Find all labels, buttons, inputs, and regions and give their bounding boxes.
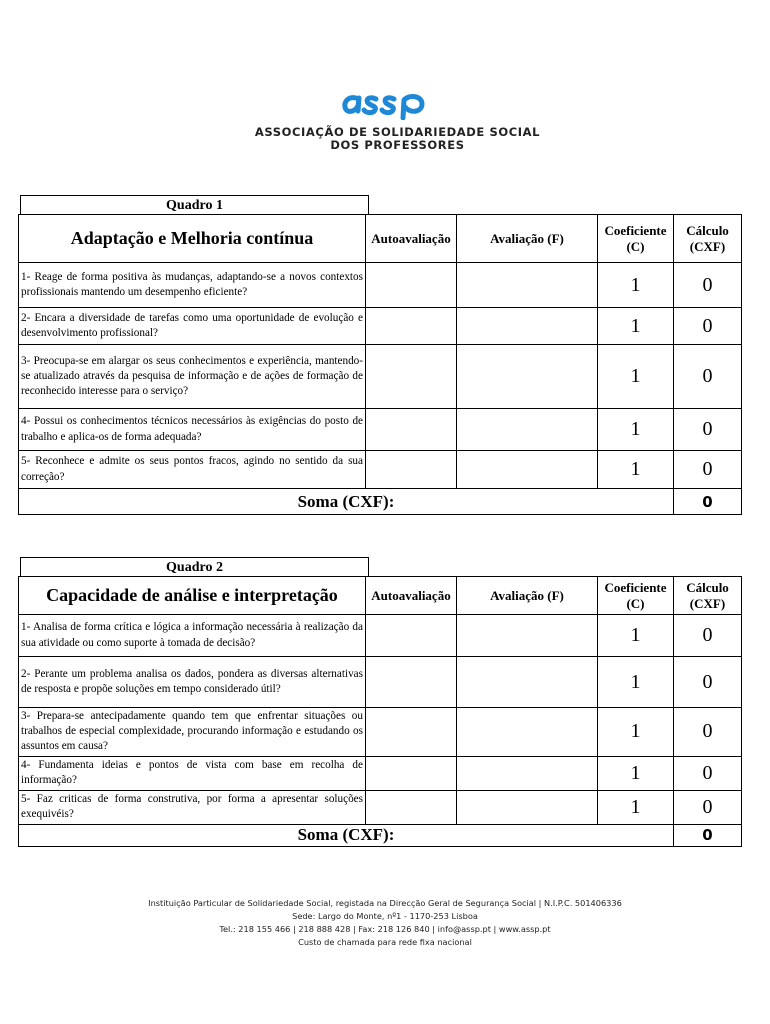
quadro-2-label: Quadro 2 [20,557,369,576]
coeficiente-value: 1 [598,756,674,790]
table-row [19,657,742,708]
soma-label: Soma (CXF): [19,824,674,846]
coeficiente-value: 1 [598,790,674,824]
soma-label: Soma (CXF): [19,489,674,515]
calculo-value: 0 [674,708,742,757]
col-autoavaliacao: Autoavaliação [366,577,457,615]
criterion-text: 2- Encara a diversidade de tarefas como uma oportunidade de evolução e desenvolvimento profissional? [19,308,366,345]
autoavaliacao-cell[interactable] [366,708,457,757]
header-row [19,577,742,615]
avaliacao-cell[interactable] [457,756,598,790]
footer-line-2: Sede: Largo do Monte, nº1 - 1170-253 Lisboa [292,911,478,921]
table-row [19,451,742,489]
col-avaliacao: Avaliação (F) [457,215,598,263]
coeficiente-value: 1 [598,451,674,489]
criterion-text: 3- Preocupa-se em alargar os seus conhecimentos e experiência, mantendo-se atualizado através da pesquisa de informação e de ações de formação de reconhecido interesse para o serviço? [19,345,366,409]
autoavaliacao-cell[interactable] [366,263,457,308]
soma-value: 0 [674,489,742,515]
criterion-text: 2- Perante um problema analisa os dados, pondera as diversas alternativas de resposta e propõe soluções em tempo considerado útil? [19,657,366,708]
calculo-value: 0 [674,657,742,708]
autoavaliacao-cell[interactable] [366,409,457,451]
criterion-text: 3- Prepara-se antecipadamente quando tem que enfrentar situações ou trabalhos de especial complexidade, procurando informação e estudando os assuntos em causa? [19,708,366,757]
autoavaliacao-cell[interactable] [366,790,457,824]
coeficiente-value: 1 [598,615,674,657]
col-avaliacao: Avaliação (F) [457,577,598,615]
table-row [19,263,742,308]
autoavaliacao-cell[interactable] [366,451,457,489]
table-row [19,308,742,345]
calculo-value: 0 [674,308,742,345]
criterion-text: 4- Fundamenta ideias e pontos de vista com base em recolha de informação? [19,756,366,790]
avaliacao-cell[interactable] [457,657,598,708]
avaliacao-cell[interactable] [457,790,598,824]
footer-line-3: Tel.: 218 155 466 | 218 888 428 | Fax: 218 126 840 | info@assp.pt | www.assp.pt [219,924,551,934]
col-autoavaliacao: Autoavaliação [366,215,457,263]
col-calculo-sub: (CXF) [689,595,726,611]
avaliacao-cell[interactable] [457,708,598,757]
avaliacao-cell[interactable] [457,345,598,409]
calculo-value: 0 [674,615,742,657]
criterion-text: 1- Analisa de forma crítica e lógica a informação necessária à realização da sua atividade ou como suporte à tomada de decisão? [19,615,366,657]
quadro-2-table [18,576,742,847]
coeficiente-value: 1 [598,657,674,708]
table-row [19,345,742,409]
col-calculo-label: Cálculo [686,579,729,595]
quadro-1-table [18,214,742,515]
avaliacao-cell[interactable] [457,263,598,308]
org-name-line1: ASSOCIAÇÃO DE SOLIDARIEDADE SOCIAL [254,125,541,139]
criterion-text: 1- Reage de forma positiva às mudanças, adaptando-se a novos contextos profissionais mantendo um desempenho eficiente? [19,263,366,308]
coeficiente-value: 1 [598,308,674,345]
col-coeficiente-sub: (C) [626,238,645,254]
col-coeficiente [598,577,674,615]
table-row [19,756,742,790]
coeficiente-value: 1 [598,345,674,409]
col-calculo-label: Cálculo [686,222,729,238]
org-name-line2: DOS PROFESSORES [330,138,465,152]
table-row [19,615,742,657]
col-coeficiente-sub: (C) [626,595,645,611]
calculo-value: 0 [674,451,742,489]
col-calculo-sub: (CXF) [689,238,726,254]
avaliacao-cell[interactable] [457,615,598,657]
autoavaliacao-cell[interactable] [366,615,457,657]
soma-row [19,489,742,515]
autoavaliacao-cell[interactable] [366,308,457,345]
quadro-2-title: Capacidade de análise e interpretação [19,577,366,615]
avaliacao-cell[interactable] [457,308,598,345]
quadro-1-label: Quadro 1 [20,195,369,214]
autoavaliacao-cell[interactable] [366,345,457,409]
avaliacao-cell[interactable] [457,409,598,451]
footer-line-4: Custo de chamada para rede fixa nacional [298,937,472,947]
coeficiente-value: 1 [598,263,674,308]
table-row [19,409,742,451]
col-coeficiente-label: Coeficiente [604,579,667,595]
table-row [19,790,742,824]
col-calculo [674,215,742,263]
autoavaliacao-cell[interactable] [366,756,457,790]
footer-line-1: Instituição Particular de Solidariedade Social, registada na Direcção Geral de Segurança Social | N.I.P.C. 501406336 [148,898,622,908]
col-coeficiente-label: Coeficiente [604,222,667,238]
criterion-text: 4- Possui os conhecimentos técnicos necessários às exigências do posto de trabalho e aplica-os de forma adequada? [19,409,366,451]
assp-logo-icon [340,88,430,120]
criterion-text: 5- Reconhece e admite os seus pontos fracos, agindo no sentido da sua correção? [19,451,366,489]
coeficiente-value: 1 [598,708,674,757]
calculo-value: 0 [674,345,742,409]
col-calculo [674,577,742,615]
quadro-1-title: Adaptação e Melhoria contínua [19,215,366,263]
soma-value: 0 [674,824,742,846]
criterion-text: 5- Faz criticas de forma construtiva, por forma a apresentar soluções exequivéis? [19,790,366,824]
soma-row [19,824,742,846]
calculo-value: 0 [674,756,742,790]
avaliacao-cell[interactable] [457,451,598,489]
table-row [19,708,742,757]
col-coeficiente [598,215,674,263]
header-row [19,215,742,263]
assp-logo [0,88,770,120]
coeficiente-value: 1 [598,409,674,451]
calculo-value: 0 [674,263,742,308]
autoavaliacao-cell[interactable] [366,657,457,708]
calculo-value: 0 [674,790,742,824]
calculo-value: 0 [674,409,742,451]
